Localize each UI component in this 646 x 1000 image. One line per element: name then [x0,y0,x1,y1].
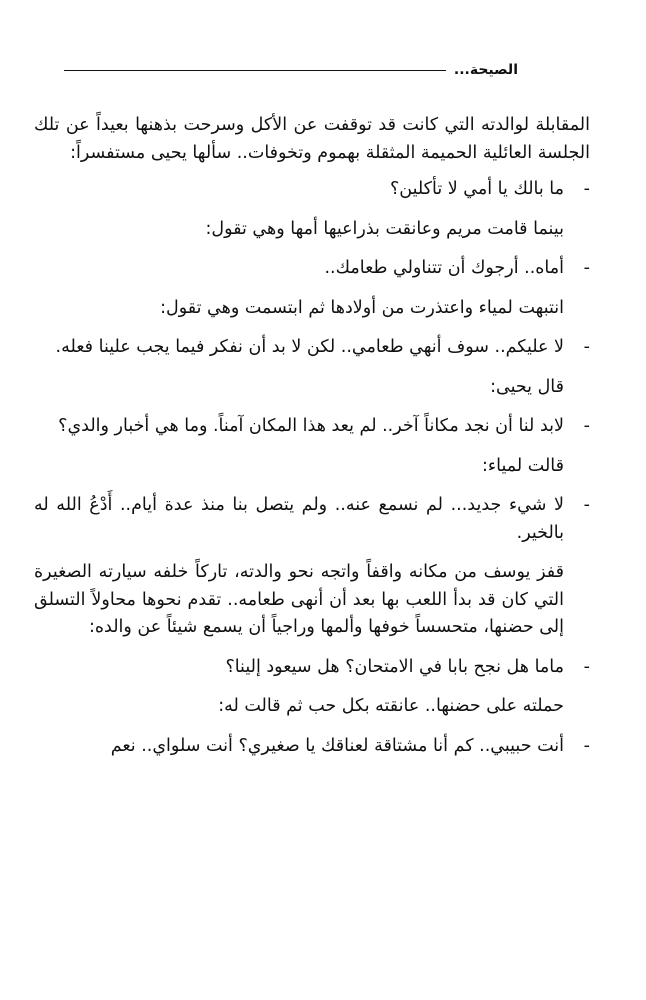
dialogue-dash: - [583,337,590,357]
running-header-title: الصيحة... [453,62,518,78]
page-body [34,112,590,772]
dialogue-dash: - [583,416,590,436]
dialogue-line [34,255,590,283]
dialogue-dash: - [583,735,590,756]
narration-line: حملته على حضنها.. عانقته بكل حب ثم قالت له: [218,696,564,716]
dialogue-text: أماه.. أرجوك أن تتناولي طعامك.. [324,258,564,278]
dialogue-text: لا عليكم.. سوف أنهي طعامي.. لكن لا بد أن نفكر فيما يجب علينا فعله. [55,337,564,357]
running-header [64,58,518,82]
dialogue-text: لا شيء جديد... لم نسمع عنه.. ولم يتصل بنا منذ عدة أيام.. أَدْعُ الله له بالخير. [34,495,564,543]
dialogue-dash: - [583,656,590,677]
dialogue-text: ما بالك يا أمي لا تأكلين؟ [389,179,564,199]
paragraph: المقابلة لوالدته التي كانت قد توقفت عن الأكل وسرحت بذهنها بعيداً عن تلك الجلسة العائلية الحميمة المثقلة بهموم وتخوفات.. سألها يحيى مستفسراً: [34,115,590,163]
dialogue-text: ماما هل نجح بابا في الامتحان؟ هل سيعود إلينا؟ [225,656,564,677]
dialogue-line [34,176,590,204]
narration-line: بينما قامت مريم وعانقت بذراعيها أمها وهي تقول: [205,218,564,239]
dialogue-text: لابد لنا أن نجد مكاناً آخر.. لم يعد هذا المكان آمناً. وما هي أخبار والدي؟ [58,416,564,436]
dialogue-dash: - [583,495,590,515]
header-rule [64,70,446,71]
dialogue-line [34,492,590,547]
narration-line: قالت لمياء: [482,455,564,476]
narration-line: قال يحيى: [490,376,564,397]
dialogue-line [34,733,590,761]
paragraph: قفز يوسف من مكانه واقفاً واتجه نحو والدته، تاركاً خلفه سيارته الصغيرة التي كان قد بدأ اللعب بها بعد أن أنهى طعامه.. تقدم نحوها محاولاً التسلق إلى حضنها، متحسساً خوفها وألمها وراجياً أن يسمع شيئاً عن والده: [34,562,564,637]
dialogue-dash: - [583,179,590,199]
dialogue-dash: - [583,258,590,278]
narration-line: انتبهت لمياء واعتذرت من أولادها ثم ابتسمت وهي تقول: [160,297,564,318]
dialogue-line [34,413,590,441]
dialogue-line [34,654,590,682]
dialogue-text: أنت حبيبي.. كم أنا مشتاقة لعناقك يا صغيري؟ أنت سلواي.. نعم [110,735,564,756]
dialogue-line [34,334,590,362]
